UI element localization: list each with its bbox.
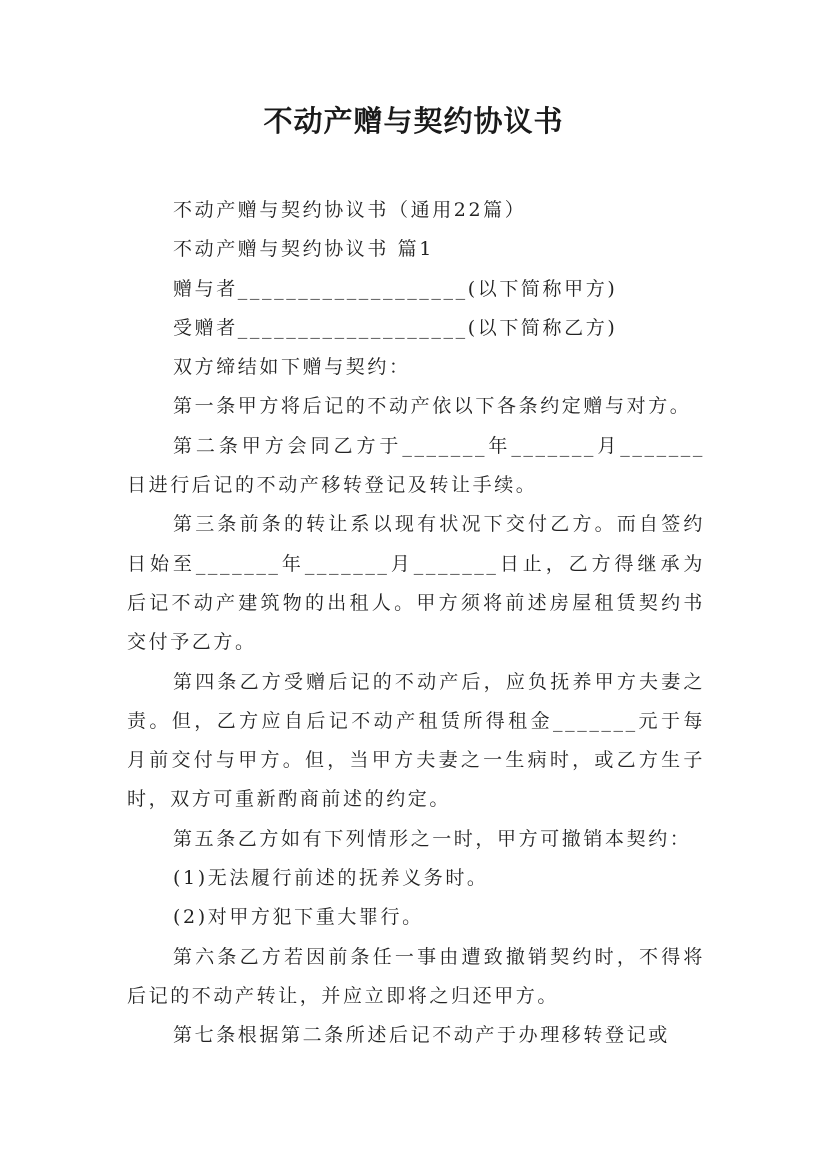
article-7: 第七条根据第二条所述后记不动产于办理移转登记或: [173, 1024, 670, 1047]
document-body: [127, 191, 705, 1056]
subtitle-paragraph: 不动产赠与契约协议书（通用22篇）: [173, 199, 527, 221]
article-5: 第五条乙方如有下列情形之一时，甲方可撤销本契约：: [173, 827, 692, 850]
section-heading: 不动产赠与契约协议书 篇1: [173, 238, 434, 261]
donor-line: 赠与者___________________(以下简称甲方): [173, 277, 618, 300]
donee-line: 受赠者___________________(以下简称乙方): [173, 316, 618, 339]
article-2: 第二条甲方会同乙方于_______年_______月_______日进行后记的不动产移转登记及转让手续。: [127, 434, 705, 497]
article-5-item-2: (2)对甲方犯下重大罪行。: [173, 906, 424, 929]
article-6: 第六条乙方若因前条任一事由遭致撤销契约时，不得将后记的不动产转让，并应立即将之归还甲方。: [127, 945, 705, 1007]
article-5-item-1: (1)无法履行前述的抚养义务时。: [173, 867, 489, 890]
document-title: 不动产赠与契约协议书: [263, 104, 564, 138]
article-4: 第四条乙方受赠后记的不动产后，应负抚养甲方夫妻之责。但，乙方应自后记不动产租赁所得租金_______元于每月前交付与甲方。但，当甲方夫妻之一生病时，或乙方生子时，双方可重新酌商前述的约定。: [127, 670, 705, 811]
intro-paragraph: 双方缔结如下赠与契约：: [173, 356, 411, 379]
article-3: 第三条前条的转让系以现有状况下交付乙方。而自签约日始至_______年_______月_______日止，乙方得继承为后记不动产建筑物的出租人。甲方须将前述房屋租赁契约书交付予乙方。: [127, 513, 705, 654]
article-1: 第一条甲方将后记的不动产依以下各条约定赠与对方。: [173, 395, 692, 418]
